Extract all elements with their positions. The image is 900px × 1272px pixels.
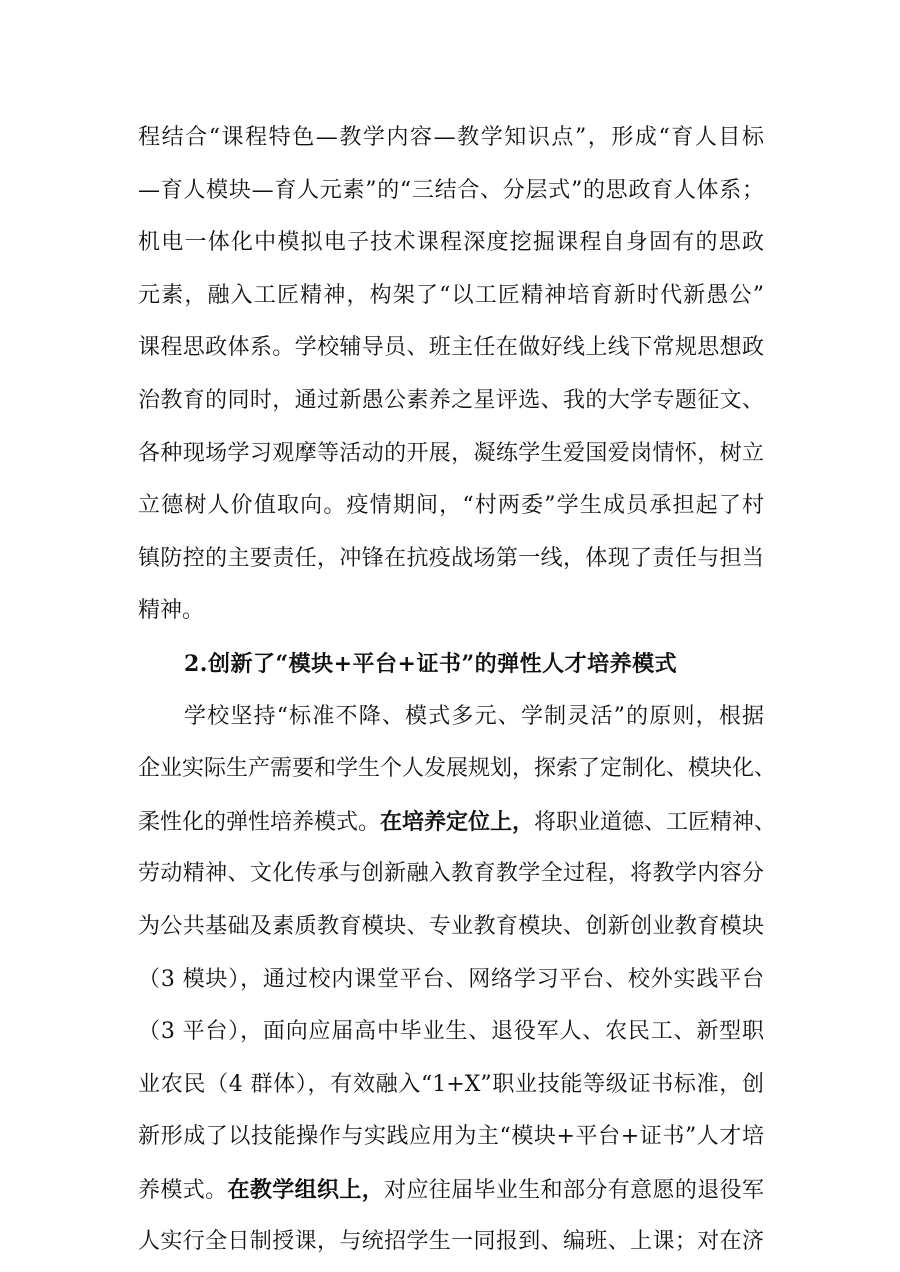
- paragraph-line: 为公共基础及素质教育模块、专业教育模块、创新创业教育模块: [138, 913, 764, 939]
- paragraph-line: 程结合“课程特色—教学内容—教学知识点”，形成“育人目标: [138, 125, 764, 150]
- paragraph-line: —育人模块—育人元素”的“三结合、分层式”的思政育人体系；: [138, 177, 764, 203]
- paragraph-line: 企业实际生产需要和学生个人发展规划，探索了定制化、模块化、: [138, 756, 777, 782]
- paragraph-line: 精神。: [138, 598, 205, 624]
- paragraph-line: 人实行全日制授课，与统招学生一同报到、编班、上课；对在济: [138, 1229, 764, 1255]
- paragraph-line: 劳动精神、文化传承与创新融入教育教学全过程，将教学内容分: [138, 861, 764, 887]
- paragraph-line: [138, 796, 777, 849]
- text-run: 对应往届毕业生和部分有意愿的退役军: [384, 1177, 764, 1203]
- bold-phrase: 在教学组织上，: [227, 1176, 385, 1203]
- paragraph-line: 新形成了以技能操作与实践应用为主“模块+平台+证书”人才培: [138, 1124, 764, 1150]
- paragraph-line: 机电一体化中模拟电子技术课程深度挖掘课程自身固有的思政: [138, 230, 764, 256]
- bold-phrase: 在培养定位上，: [380, 808, 535, 835]
- section-heading: 2.创新了“模块+平台+证书”的弹性人才培养模式: [184, 650, 678, 677]
- paragraph-line: [138, 1164, 764, 1217]
- text-run: 柔性化的弹性培养模式。: [138, 809, 381, 835]
- document-body: [138, 112, 777, 1269]
- paragraph-line: 立德树人价值取向。疫情期间，“村两委”学生成员承担起了村: [138, 493, 764, 519]
- text-run: 养模式。: [138, 1177, 228, 1203]
- paragraph-line: 镇防控的主要责任，冲锋在抗疫战场第一线，体现了责任与担当: [138, 545, 764, 571]
- paragraph-line: （3 模块），通过校内课堂平台、网络学习平台、校外实践平台: [138, 966, 764, 992]
- paragraph-line: 业农民（4 群体），有效融入“1+X”职业技能等级证书标准，创: [138, 1071, 764, 1097]
- paragraph-line: 各种现场学习观摩等活动的开展，凝练学生爱国爱岗情怀，树立: [138, 440, 764, 466]
- paragraph-line: 学校坚持“标准不降、模式多元、学制灵活”的原则，根据: [184, 703, 764, 729]
- text-run: 将职业道德、工匠精神、: [534, 809, 777, 835]
- paragraph-line: 元素，融入工匠精神，构架了“以工匠精神培育新时代新愚公”: [138, 282, 764, 308]
- paragraph-line: 课程思政体系。学校辅导员、班主任在做好线上线下常规思想政: [138, 335, 764, 361]
- paragraph-line: 治教育的同时，通过新愚公素养之星评选、我的大学专题征文、: [138, 387, 764, 413]
- paragraph-line: （3 平台），面向应届高中毕业生、退役军人、农民工、新型职: [138, 1019, 764, 1045]
